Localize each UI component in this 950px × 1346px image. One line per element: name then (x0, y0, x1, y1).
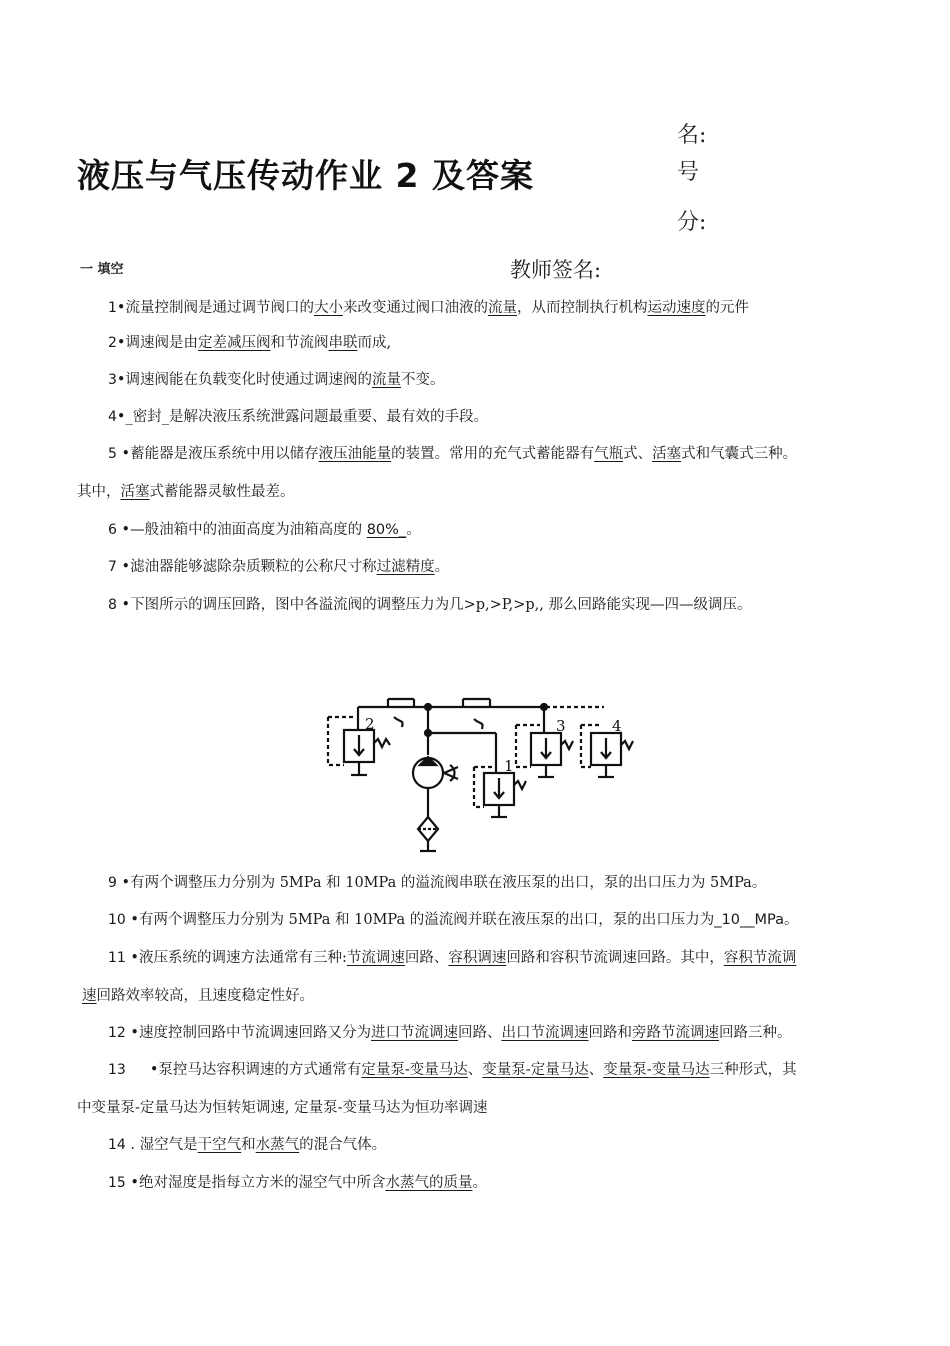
answer: 速 (82, 988, 97, 1004)
answer: 液压油能量 (318, 446, 392, 462)
answer: 80%_ (366, 522, 407, 538)
answer: 活塞 (120, 484, 150, 500)
section-heading: 一 填空 (80, 262, 124, 277)
answer: 定差减压阀 (197, 335, 271, 351)
question-5: 5 •蓄能器是液压系统中用以储存液压油能量的装置。常用的充气式蓄能器有气瓶式、活塞式和气囊式三种。 (108, 446, 798, 462)
document-title: 液压与气压传动作业 2 及答案 (77, 156, 534, 195)
answer: 过滤精度 (376, 559, 435, 575)
question-15: 15 •绝对湿度是指每立方米的湿空气中所含水蒸气的质量。 (108, 1175, 487, 1191)
valve-label-4: 4 (612, 717, 622, 735)
valve-label-1: 1 (504, 757, 514, 775)
teacher-signature-label: 教师签名: (510, 258, 602, 282)
question-1: 1•流量控制阀是通过调节阀口的大小来改变通过阀口油液的流量，从而控制执行机构运动速度的元件 (108, 300, 749, 316)
answer: 容积节流调 (723, 950, 797, 966)
answer: 水蒸气的质量 (385, 1175, 473, 1191)
answer: 水蒸气 (255, 1137, 300, 1153)
valve-label-2: 2 (365, 715, 375, 733)
question-2: 2•调速阀是由定差减压阀和节流阀串联而成, (108, 335, 392, 351)
answer: 进口节流调速 (371, 1025, 458, 1041)
answer: 串联 (328, 335, 358, 351)
question-12: 12 •速度控制回路中节流调速回路又分为进口节流调速回路、出口节流调速回路和旁路节流调速回路三种。 (108, 1025, 792, 1041)
answer: 干空气 (197, 1137, 242, 1153)
answer: 变量泵-定量马达 (482, 1062, 589, 1078)
question-9: 9 •有两个调整压力分别为 5MPa 和 10MPa 的溢流阀串联在液压泵的出口，泵的出口压力为 5MPa。 (108, 875, 767, 891)
answer: 节流调速 (346, 950, 405, 966)
question-5-continued: 其中，活塞式蓄能器灵敏性最差。 (77, 484, 295, 500)
student-id-label: 号 (677, 160, 700, 185)
answer: 变量泵-变量马达 (603, 1062, 710, 1078)
answer: 旁路节流调速 (632, 1025, 719, 1041)
answer: 大小 (313, 300, 343, 316)
answer: 流量 (371, 372, 401, 388)
question-11: 11 •液压系统的调速方法通常有三种:节流调速回路、容积调速回路和容积节流调速回路。其中，容积节流调 (108, 950, 797, 966)
question-8: 8 •下图所示的调压回路，图中各溢流阀的调整压力为几>p,>P,>p,, 那么回路能实现—四—级调压。 (108, 597, 752, 613)
answer: _10__MPa (714, 912, 784, 928)
pressure-circuit-diagram (318, 695, 638, 857)
question-11-continued: 速回路效率较高，且速度稳定性好。 (82, 988, 314, 1004)
question-4: 4•_密封_是解决液压系统泄露问题最重要、最有效的手段。 (108, 409, 488, 425)
question-14: 14 . 湿空气是干空气和水蒸气的混合气体。 (108, 1137, 387, 1153)
question-10: 10 •有两个调整压力分别为 5MPa 和 10MPa 的溢流阀并联在液压泵的出口，泵的出口压力为_10__MPa。 (108, 912, 799, 928)
answer: 定量泵-变量马达 (361, 1062, 468, 1078)
question-3: 3•调速阀能在负载变化时使通过调速阀的流量不变。 (108, 372, 445, 388)
question-7: 7 •滤油器能够滤除杂质颗粒的公称尺寸称过滤精度。 (108, 559, 450, 575)
answer: _密封_ (125, 409, 169, 425)
score-label: 分: (677, 210, 707, 235)
question-13: 13 •泵控马达容积调速的方式通常有定量泵-变量马达、变量泵-定量马达、变量泵-变量马达三种形式，其 (108, 1062, 797, 1078)
name-label: 名: (677, 123, 707, 148)
answer: 出口节流调速 (501, 1025, 589, 1041)
answer: 流量 (487, 300, 517, 316)
valve-label-3: 3 (556, 717, 566, 735)
answer: 活塞 (652, 446, 682, 462)
answer: 运动速度 (647, 300, 706, 316)
answer: 容积调速 (448, 950, 507, 966)
question-13-continued: 中变量泵-定量马达为恒转矩调速, 定量泵-变量马达为恒功率调速 (77, 1100, 488, 1116)
question-6: 6 •—般油箱中的油面高度为油箱高度的 80%_。 (108, 522, 421, 538)
answer: 气瓶 (594, 446, 624, 462)
